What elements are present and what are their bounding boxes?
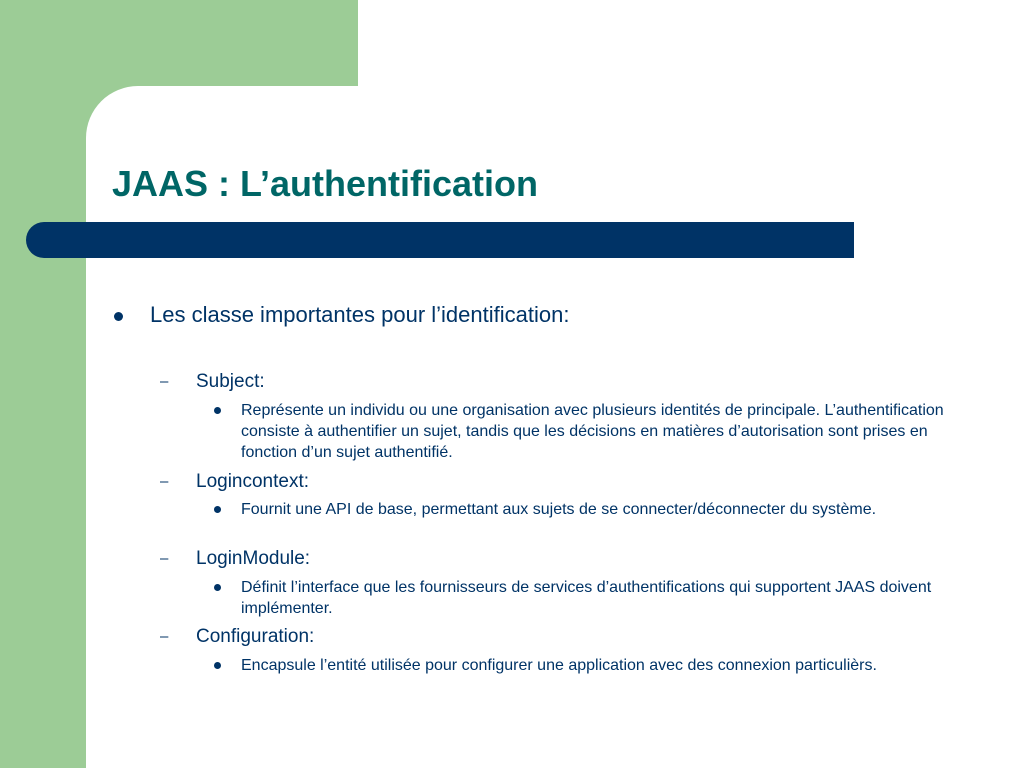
dash-icon: –: [160, 473, 169, 490]
small-bullet-dot-icon: [214, 506, 221, 513]
small-bullet-dot-icon: [214, 662, 221, 669]
dash-icon: –: [160, 628, 169, 645]
description-text: Encapsule l’entité utilisée pour configurer une application avec des connexion particulièrs.: [241, 657, 877, 674]
small-bullet-dot-icon: [214, 584, 221, 591]
main-bullet-text: Les classe importantes pour l’identification:: [150, 302, 570, 327]
description-text: Fournit une API de base, permettant aux sujets de se connecter/déconnecter du système.: [241, 501, 877, 518]
bullet-dot-icon: [114, 312, 123, 321]
dash-icon: –: [160, 373, 169, 390]
description-text: Définit l’interface que les fournisseurs de services d’authentifications qui supportent JAAS doivent implémenter.: [241, 579, 932, 617]
sub-item-label: LoginModule:: [196, 548, 311, 569]
sub-item-label: Logincontext:: [196, 471, 310, 492]
dash-icon: –: [160, 550, 169, 567]
small-bullet-dot-icon: [214, 407, 221, 414]
description-text: Représente un individu ou une organisation avec plusieurs identités de principale. L’authentification consiste à authentifier un sujet, tandis que les décisions en matières d’autorisation sont prises en fonction d’un sujet authentifié.: [241, 402, 944, 461]
sub-item-label: Configuration:: [196, 626, 315, 647]
sub-item-label: Subject:: [196, 371, 265, 392]
slide-title: JAAS : L’authentification: [112, 163, 539, 204]
